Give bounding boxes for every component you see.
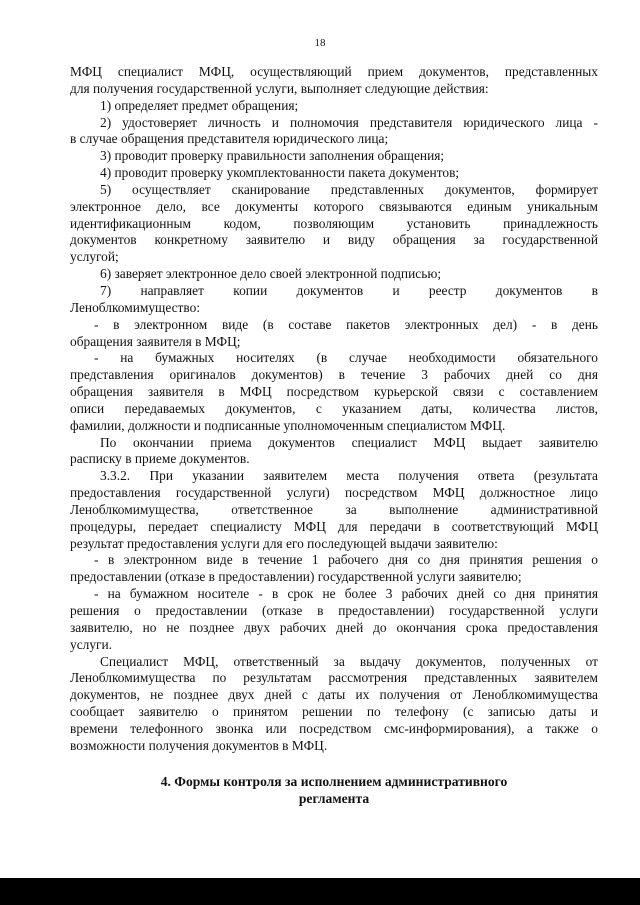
text-line: 4) проводит проверку укомплектованности пакета документов; <box>100 165 460 181</box>
text-line: Леноблкомимущества по результатам рассмотрения представленных заявителем <box>70 670 598 686</box>
text-line: - на бумажных носителях (в случае необходимости обязательного <box>94 350 598 366</box>
list-item <box>70 148 598 165</box>
text-line: Специалист МФЦ, ответственный за выдачу документов, полученных от <box>100 653 598 669</box>
text-line: заявителю, но не позднее двух рабочих дней до окончания срока предоставления <box>70 619 598 635</box>
text-line: 3) проводит проверку правильности заполнения обращения; <box>100 148 445 164</box>
text-line: 1) определяет предмет обращения; <box>100 97 299 113</box>
text-line: услуги. <box>70 636 113 652</box>
paragraph <box>70 468 598 552</box>
section-heading-line: регламента <box>298 791 370 806</box>
text-line: - в электронном виде в течение 1 рабочего дня со дня принятия решения о <box>94 552 598 568</box>
list-item <box>70 182 598 266</box>
list-item <box>70 586 598 653</box>
page-number: 18 <box>314 37 326 49</box>
text-line: Леноблкомимущества, ответственное за выполнение административной <box>70 501 598 517</box>
list-item <box>70 165 598 182</box>
list-item <box>70 98 598 115</box>
text-line: описи передаваемых документов, с указанием даты, количества листов, <box>70 400 598 416</box>
text-line: 7) направляет копии документов и реестр документов в <box>100 282 598 298</box>
text-line: расписку в приеме документов. <box>70 451 250 467</box>
text-line: МФЦ специалист МФЦ, осуществляющий прием документов, представленных <box>70 64 598 79</box>
list-item <box>70 266 598 283</box>
text-line: 3.3.2. При указании заявителем места получения ответа (результата <box>100 468 598 484</box>
text-line: возможности получения документов в МФЦ. <box>70 737 328 753</box>
text-line: 6) заверяет электронное дело своей электронной подписью; <box>100 266 442 282</box>
text-line: предоставлении (отказе в предоставлении) государственной услуги заявителю; <box>70 569 522 585</box>
text-line: сообщает заявителю о принятом решении по телефону (с записью даты и <box>70 704 598 720</box>
paragraph <box>70 435 598 469</box>
scan-edge-border <box>0 878 640 905</box>
text-line: электронное дело, все документы которого связываются единым уникальным <box>70 198 598 214</box>
text-line: По окончании приема документов специалист МФЦ выдает заявителю <box>100 434 598 450</box>
text-line: обращения заявителя в МФЦ; <box>70 333 241 349</box>
list-item <box>70 115 598 149</box>
text-line: фамилии, должности и подписанные уполномоченным специалистом МФЦ. <box>70 417 506 433</box>
section-heading <box>70 773 598 807</box>
text-line: результат предоставления услуги для его последующей выдачи заявителю: <box>70 535 498 551</box>
text-line: Леноблкомимущество: <box>70 299 201 315</box>
text-line: идентификационным кодом, позволяющим установить принадлежность <box>70 215 598 231</box>
text-line: для получения государственной услуги, выполняет следующие действия: <box>70 80 489 96</box>
text-line: времени телефонного звонка или посредством смс-информирования), а также о <box>70 720 598 736</box>
text-line: в случае обращения представителя юридического лица; <box>70 131 389 147</box>
body-text <box>70 64 598 755</box>
paragraph <box>70 64 598 98</box>
text-line: - в электронном виде (в составе пакетов электронных дел) - в день <box>94 316 598 332</box>
section-heading-line: 4. Формы контроля за исполнением административного <box>160 774 508 789</box>
text-line: представления оригиналов документов) в течение 3 рабочих дней со дня <box>70 367 598 383</box>
paragraph <box>70 654 598 755</box>
list-item <box>70 283 598 317</box>
list-item <box>70 317 598 351</box>
text-line: обращения заявителя в МФЦ посредством курьерской связи с составлением <box>70 384 598 400</box>
text-line: решения о предоставлении (отказе в предоставлении) государственной услуги <box>70 603 598 618</box>
text-line: документов, не позднее двух дней с даты их получения от Леноблкомимущества <box>70 687 598 703</box>
text-line: - на бумажном носителе - в срок не более 3 рабочих дней со дня принятия <box>94 586 598 602</box>
text-line: документов конкретному заявителю и виду обращения за государственной <box>70 232 598 248</box>
text-line: процедуры, передает специалисту МФЦ для передачи в соответствующий МФЦ <box>70 518 598 534</box>
text-line: 5) осуществляет сканирование представленных документов, формирует <box>100 181 598 197</box>
list-item <box>70 350 598 434</box>
text-line: услугой; <box>70 249 119 265</box>
text-line: 2) удостоверяет личность и полномочия представителя юридического лица - <box>100 114 598 130</box>
text-line: предоставления государственной услуги) посредством МФЦ должностное лицо <box>70 485 598 501</box>
list-item <box>70 552 598 586</box>
